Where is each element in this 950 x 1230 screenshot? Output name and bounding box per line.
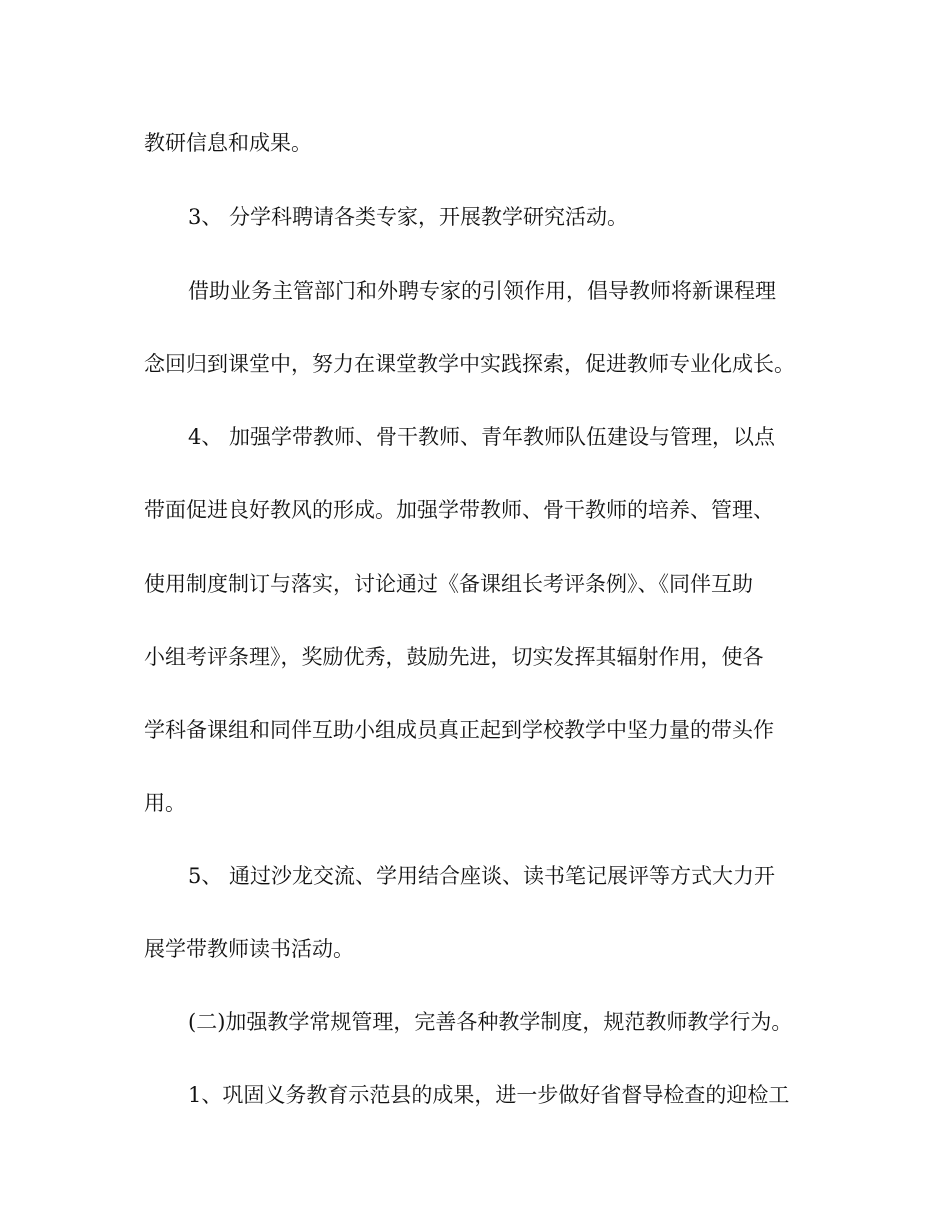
paragraph-line: 借助业务主管部门和外聘专家的引领作用，倡导教师将新课程理 xyxy=(188,279,776,303)
paragraph-line: 用。 xyxy=(144,791,186,815)
paragraph-line: 使用制度制订与落实，讨论通过《备课组长考评条例》、《同伴互助 xyxy=(144,572,753,596)
paragraph-line: 念回归到课堂中，努力在课堂教学中实践探索，促进教师专业化成长。 xyxy=(144,352,795,376)
list-item-5: 5、 通过沙龙交流、学用结合座谈、读书笔记展评等方式大力开 xyxy=(188,864,776,888)
paragraph-line: 小组考评条理》，奖励优秀，鼓励先进，切实发挥其辐射作用，使各 xyxy=(144,645,764,669)
list-item-4: 4、 加强学带教师、骨干教师、青年教师队伍建设与管理，以点 xyxy=(188,425,776,449)
paragraph-line: 教研信息和成果。 xyxy=(144,131,312,155)
section-heading: (二)加强教学常规管理，完善各种教学制度，规范教师教学行为。 xyxy=(188,1010,793,1034)
paragraph-line: 带面促进良好教风的形成。加强学带教师、骨干教师的培养、管理、 xyxy=(144,498,774,522)
list-item-3: 3、 分学科聘请各类专家，开展教学研究活动。 xyxy=(188,205,629,229)
list-item-1: 1、巩固义务教育示范县的成果，进一步做好省督导检查的迎检工 xyxy=(188,1083,790,1107)
paragraph-line: 学科备课组和同伴互助小组成员真正起到学校教学中坚力量的带头作 xyxy=(144,718,774,742)
paragraph-line: 展学带教师读书活动。 xyxy=(144,937,354,961)
